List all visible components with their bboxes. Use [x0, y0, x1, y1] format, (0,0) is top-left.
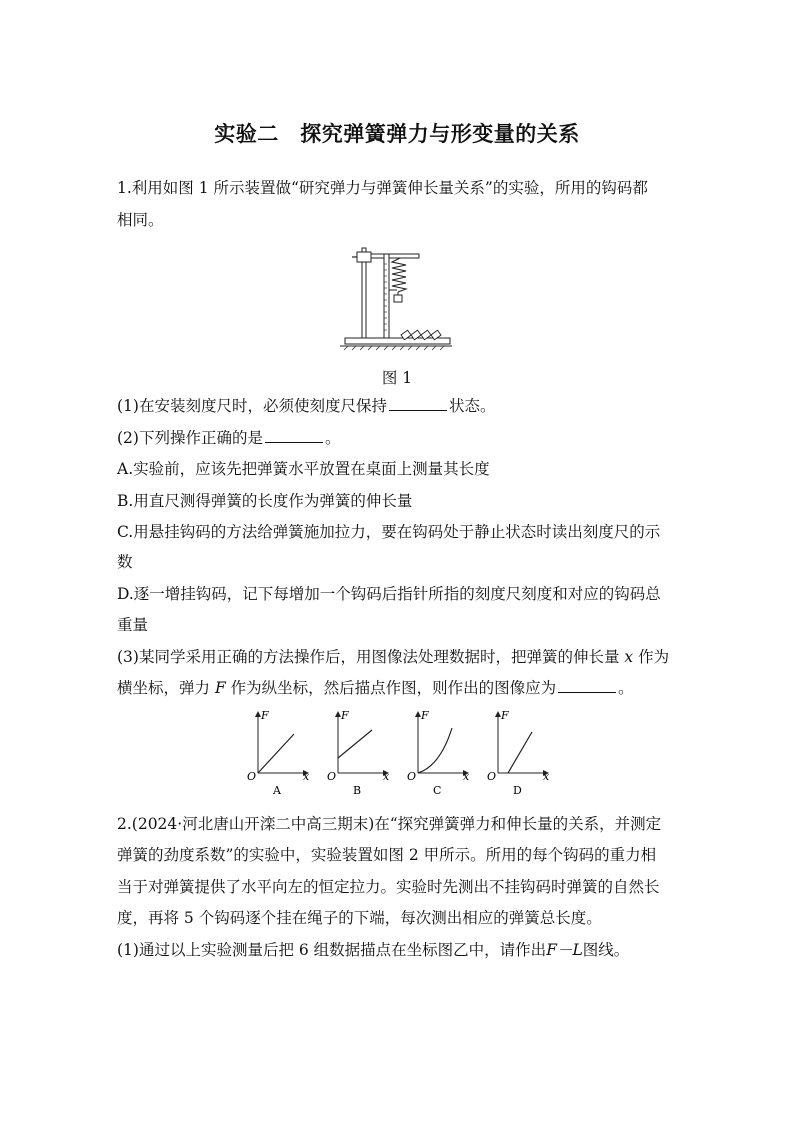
q2-part1-text: (1)通过以上实验测量后把 6 组数据描点在坐标图乙中，请作出: [117, 941, 547, 959]
option-d-line2: 重量: [117, 616, 149, 634]
q1-part1-text: (1)在安装刻度尺时，必须使刻度尺保持: [117, 397, 387, 415]
graph-b-x-label: x: [383, 770, 390, 783]
q1-part2: [117, 428, 340, 448]
q1-part3-text: 作为纵坐标，然后描点作图，则作出的图像应为: [230, 679, 557, 697]
graph-a-letter: A: [273, 784, 281, 797]
q1-part3-text: 作为: [638, 648, 670, 666]
graph-d: [487, 709, 550, 797]
q1-part1-end: 状态。: [448, 397, 496, 415]
option-c-line1: C.用悬挂钩码的方法给弹簧施加拉力，要在钩码处于静止状态时读出刻度尺的示: [117, 523, 661, 541]
q1-part1: [117, 396, 495, 416]
q1-part2-text: (2)下列操作正确的是: [117, 429, 263, 447]
graph-d-letter: D: [513, 784, 522, 797]
q1-part3-line2: [117, 678, 634, 698]
graph-c-letter: C: [433, 784, 442, 797]
q2-line5: [117, 940, 629, 960]
graph-d-F-label: F: [501, 709, 509, 722]
variable-F-L: F－L: [546, 941, 583, 959]
figure-1-caption: 图 1: [381, 369, 413, 387]
graph-a: [247, 709, 310, 797]
graph-a-F-label: F: [261, 709, 269, 722]
answer-blank[interactable]: [265, 428, 323, 443]
graph-c: [407, 709, 470, 797]
q2-part1-end: 图线。: [582, 941, 630, 959]
graph-b-origin-label: O: [327, 770, 337, 783]
answer-blank[interactable]: [389, 396, 447, 411]
graph-c-x-label: x: [463, 770, 470, 783]
q1-intro-line2: 相同。: [117, 211, 164, 229]
variable-x: x: [624, 648, 634, 666]
option-b: B.用直尺测得弹簧的长度作为弹簧的伸长量: [117, 492, 413, 510]
variable-F: F: [214, 679, 226, 697]
graph-d-x-label: x: [543, 770, 550, 783]
q2-line2: 弹簧的劲度系数”的实验中，实验装置如图 2 甲所示。所用的每个钩码的重力相: [117, 846, 657, 864]
option-c-line2: 数: [117, 553, 133, 571]
q1-part3-end: 。: [618, 679, 634, 697]
graph-d-origin-label: O: [487, 770, 497, 783]
graph-a-line: [258, 734, 294, 773]
q1-part3-text: 横坐标，弹力: [117, 679, 211, 697]
figure-1-apparatus: [340, 240, 455, 352]
option-a: A.实验前，应该先把弹簧水平放置在桌面上测量其长度: [117, 460, 490, 478]
graph-a-origin-label: O: [247, 770, 257, 783]
graph-options: [240, 708, 550, 798]
graph-a-x-label: x: [303, 770, 310, 783]
graph-c-F-label: F: [421, 709, 429, 722]
q1-intro-line1: 1.利用如图 1 所示装置做“研究弹力与弹簧伸长量关系”的实验，所用的钩码都: [117, 179, 648, 197]
q1-part2-end: 。: [324, 429, 341, 447]
graph-c-origin-label: O: [407, 770, 417, 783]
q2-line3: 当于对弹簧提供了水平向左的恒定拉力。实验时先测出不挂钩码时弹簧的自然长: [117, 878, 660, 896]
graph-d-line: [508, 732, 532, 773]
graph-c-curve: [418, 728, 452, 773]
q1-part3-line1: [117, 647, 669, 667]
graph-b: [327, 709, 390, 797]
graph-b-letter: B: [353, 784, 362, 797]
option-d-line1: D.逐一增挂钩码，记下每增加一个钩码后指针所指的刻度尺刻度和对应的钩码总: [117, 585, 661, 603]
q2-line4: 度，再将 5 个钩码逐个挂在绳子的下端，每次测出相应的弹簧总长度。: [117, 909, 602, 927]
graph-b-F-label: F: [341, 709, 349, 722]
q1-part3-text: (3)某同学采用正确的方法操作后，用图像法处理数据时，把弹簧的伸长量: [117, 648, 620, 666]
page-title: 实验二 探究弹簧弹力与形变量的关系: [214, 122, 580, 146]
answer-blank[interactable]: [558, 678, 616, 693]
graph-b-line: [338, 730, 372, 758]
q2-line1: 2.(2024·河北唐山开滦二中高三期末)在“探究弹簧弹力和伸长量的关系，并测定: [117, 815, 662, 833]
